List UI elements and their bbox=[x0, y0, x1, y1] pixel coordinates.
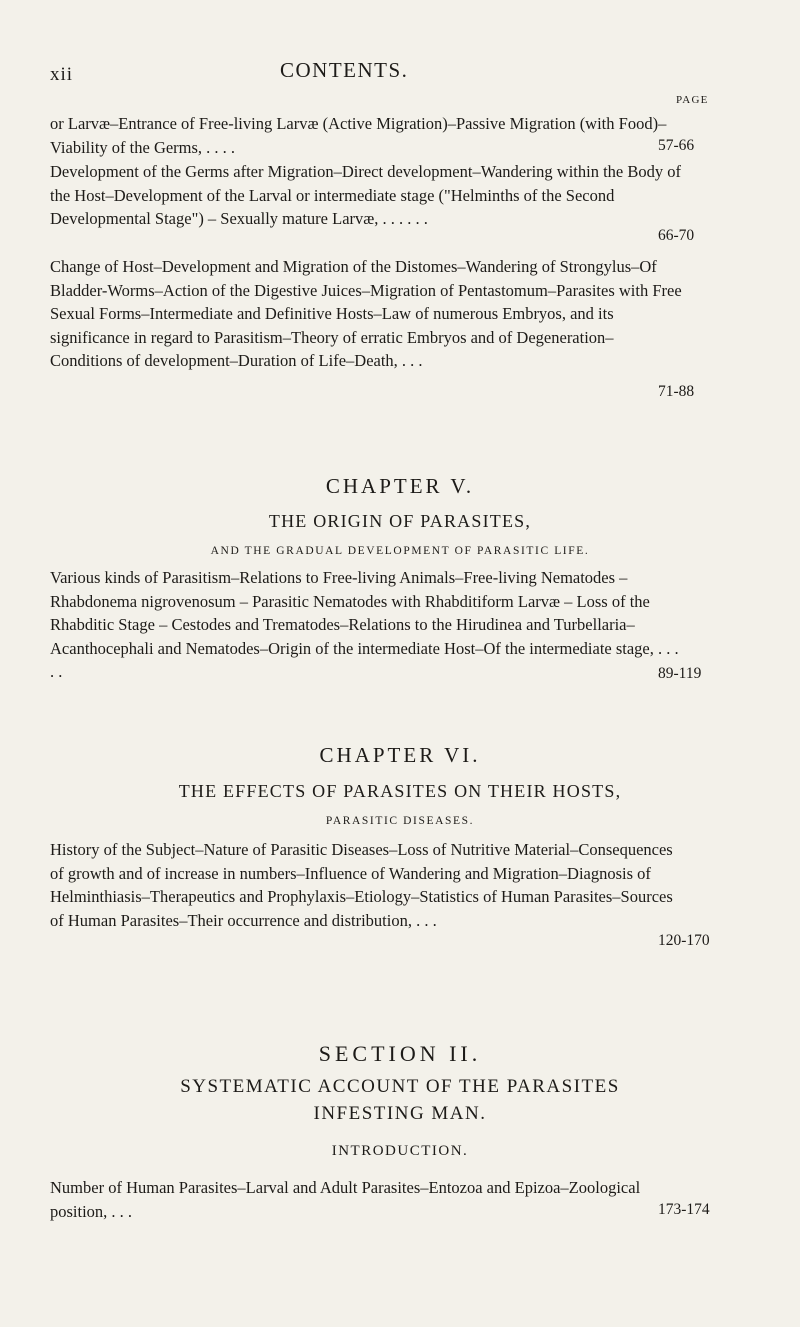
page-number: xii bbox=[50, 64, 74, 85]
chapter-5-heading: CHAPTER V. bbox=[325, 474, 475, 498]
chapter-6-heading: CHAPTER VI. bbox=[319, 743, 481, 767]
chapter-5-pages: 89-119 bbox=[658, 665, 702, 682]
chapter-5-title: THE ORIGIN OF PARASITES, bbox=[268, 511, 532, 531]
chapter-5-contents bbox=[50, 566, 685, 684]
section-2-title-line-1: SYSTEMATIC ACCOUNT OF THE PARASITES bbox=[180, 1076, 620, 1097]
section-2-heading: SECTION II. bbox=[318, 1041, 482, 1066]
section-2-pages: 173-174 bbox=[658, 1201, 710, 1218]
toc-entry bbox=[50, 112, 685, 159]
toc-entry-text: or Larvæ–Entrance of Free-living Larvæ (Active Migration)–Passive Migration (with Food)–Viability of the Germs, . . . . bbox=[50, 114, 667, 157]
toc-entry-pages: 66-70 bbox=[658, 227, 695, 244]
chapter-5-subtitle: AND THE GRADUAL DEVELOPMENT OF PARASITIC LIFE. bbox=[210, 545, 590, 557]
chapter-6-subtitle: PARASITIC DISEASES. bbox=[325, 815, 475, 827]
chapter-6-contents bbox=[50, 838, 685, 932]
toc-entry-text: Change of Host–Development and Migration of the Distomes–Wandering of Strongylus–Of Bladder-Worms–Action of the Digestive Juices–Migration of Pentastomum–Parasites with Free Sexual Forms–Intermediate and Definitive Hosts–Law of numerous Embryos, and its significance in regard to Parasitism–Theory of erratic Embryos and of Degeneration–Conditions of development–Duration of Life–Death, . . . bbox=[50, 257, 682, 371]
toc-entry bbox=[50, 255, 685, 373]
chapter-5-text: Various kinds of Parasitism–Relations to Free-living Animals–Free-living Nematodes – Rhabdonema nigrovenosum – Parasitic Nematodes with Rhabditiform Larvæ – Loss of the Rhabditic Stage – Cestodes and Trematodes–Relations to the Hirudinea and Turbellaria–Acanthocephali and Nematodes–Origin of the intermediate Host–Of the intermediate stage, . . . . . bbox=[50, 568, 679, 682]
chapter-6-title: THE EFFECTS OF PARASITES ON THEIR HOSTS, bbox=[178, 781, 622, 801]
chapter-6-pages: 120-170 bbox=[658, 932, 710, 949]
section-2-contents bbox=[50, 1176, 685, 1223]
running-title: CONTENTS. bbox=[280, 58, 409, 82]
toc-entry-pages: 57-66 bbox=[658, 137, 695, 154]
page-column-label: PAGE bbox=[676, 94, 709, 106]
toc-entry-text: Development of the Germs after Migration–Direct development–Wandering within the Body of the Host–Development of the Larval or intermediate stage ("Helminths of the Second Developmental Stage") – Sexually mature Larvæ, . . . . . . bbox=[50, 162, 681, 229]
section-2-introduction: INTRODUCTION. bbox=[331, 1143, 469, 1159]
section-2-text: Number of Human Parasites–Larval and Adult Parasites–Entozoa and Epizoa–Zoological position, . . . bbox=[50, 1178, 641, 1221]
toc-entry-pages: 71-88 bbox=[658, 383, 695, 400]
section-2-title-line-2: INFESTING MAN. bbox=[313, 1103, 487, 1124]
toc-entry bbox=[50, 160, 685, 231]
chapter-6-text: History of the Subject–Nature of Parasitic Diseases–Loss of Nutritive Material–Consequences of growth and of increase in numbers–Influence of Wandering and Migration–Diagnosis of Helminthiasis–Therapeutics and Prophylaxis–Etiology–Statistics of Human Parasites–Sources of Human Parasites–Their occurrence and distribution, . . . bbox=[50, 840, 673, 930]
